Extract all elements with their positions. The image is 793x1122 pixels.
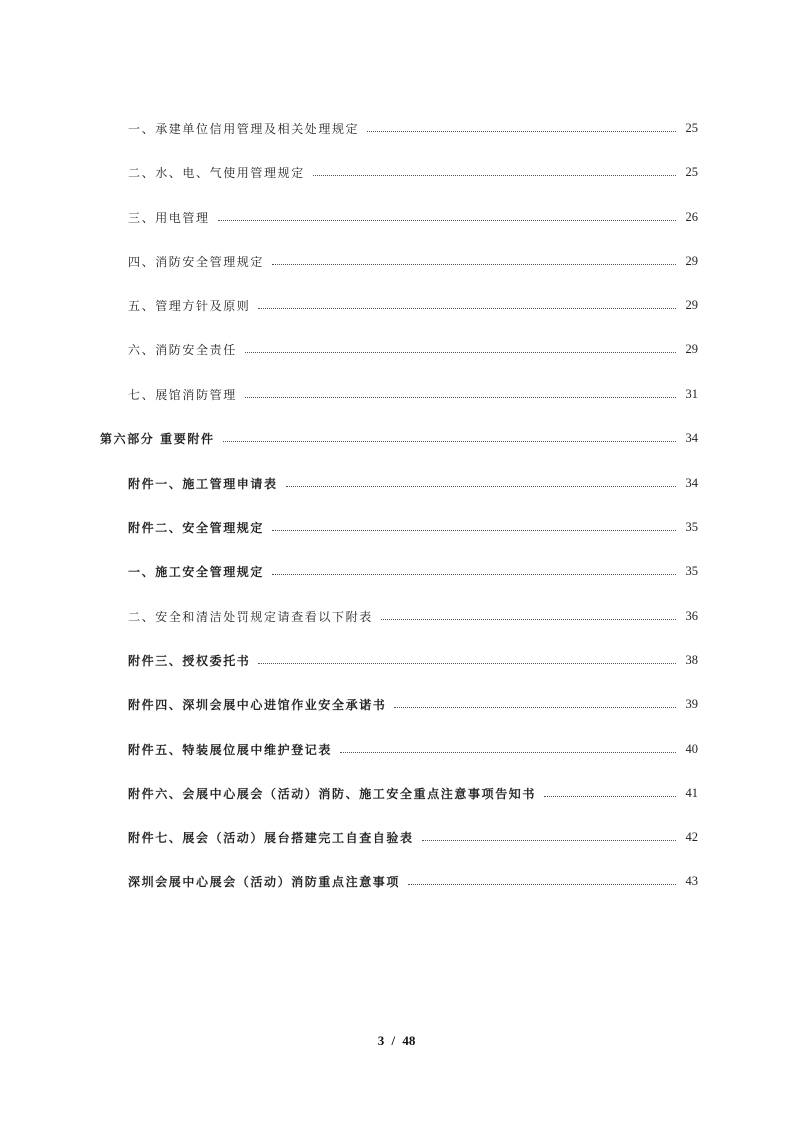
toc-leader-dots [408,884,676,885]
toc-leader-dots [340,752,676,753]
toc-entry-page: 26 [685,209,698,224]
toc-entry-label: 附件四、深圳会展中心进馆作业安全承诺书 [128,697,387,712]
toc-entry-label: 附件六、会展中心展会（活动）消防、施工安全重点注意事项告知书 [128,786,537,801]
toc-leader-dots [218,220,676,221]
toc-entry-label: 深圳会展中心展会（活动）消防重点注意事项 [128,874,401,889]
toc-entry-label: 附件五、特装展位展中维护登记表 [128,742,333,757]
toc-entry[interactable] [128,871,698,891]
toc-leader-dots [272,574,676,575]
toc-entry-page: 41 [685,785,698,800]
toc-entry-label: 附件二、安全管理规定 [128,520,265,535]
toc-entry[interactable] [128,251,698,271]
toc-entry-page: 40 [685,741,698,756]
toc-entry-label: 三、用电管理 [128,210,210,225]
toc-leader-dots [381,619,676,620]
toc-entry[interactable] [128,694,698,714]
toc-leader-dots [544,796,676,797]
toc-entry-page: 36 [685,608,698,623]
toc-leader-dots [367,131,676,132]
toc-entry-page: 34 [685,475,698,490]
toc-entry[interactable] [128,118,698,138]
toc-leader-dots [286,486,676,487]
toc-leader-dots [258,663,676,664]
toc-entry[interactable] [128,295,698,315]
toc-entry[interactable] [128,517,698,537]
toc-entry-page: 43 [685,873,698,888]
toc-entry[interactable] [128,561,698,581]
toc-leader-dots [258,308,676,309]
toc-entry-label: 四、消防安全管理规定 [128,254,265,269]
toc-entry-page: 25 [685,164,698,179]
toc-entry-label: 二、安全和清洁处罚规定请查看以下附表 [128,609,373,624]
toc-entry-page: 29 [685,297,698,312]
page-separator: / [391,1033,396,1048]
toc-entry-page: 38 [685,652,698,667]
toc-entry[interactable] [128,207,698,227]
toc-entry-page: 25 [685,120,698,135]
toc-section-heading[interactable] [100,428,698,448]
toc-leader-dots [245,352,676,353]
toc-entry-label: 一、承建单位信用管理及相关处理规定 [128,121,360,136]
toc-entry[interactable] [128,650,698,670]
toc-entry[interactable] [128,473,698,493]
toc-entry-page: 29 [685,341,698,356]
toc-leader-dots [422,840,676,841]
toc-entry[interactable] [128,783,698,803]
toc-leader-dots [394,707,676,708]
toc-entry[interactable] [128,384,698,404]
toc-entry[interactable] [128,739,698,759]
toc-entry-label: 五、管理方针及原则 [128,298,251,313]
toc-entry-label: 二、水、电、气使用管理规定 [128,165,305,180]
toc-entry[interactable] [128,827,698,847]
toc-entry-label: 附件一、施工管理申请表 [128,476,278,491]
toc-entry-label: 六、消防安全责任 [128,342,237,357]
toc-entry-label: 附件三、授权委托书 [128,653,251,668]
toc-entry-page: 31 [685,386,698,401]
toc-entry-page: 42 [685,829,698,844]
toc-entry-page: 29 [685,253,698,268]
toc-entry-label: 七、展馆消防管理 [128,387,237,402]
toc-leader-dots [223,441,676,442]
toc-entry[interactable] [128,339,698,359]
toc-entry-page: 39 [685,696,698,711]
toc-entry[interactable] [128,162,698,182]
toc-entry-page: 35 [685,519,698,534]
toc-leader-dots [313,175,676,176]
toc-entry-page: 35 [685,563,698,578]
toc-entry-label: 附件七、展会（活动）展台搭建完工自查自验表 [128,830,414,845]
toc-entry-label: 一、施工安全管理规定 [128,564,265,579]
toc-leader-dots [245,397,676,398]
toc-entry[interactable] [128,606,698,626]
total-page-count: 48 [402,1033,416,1048]
page-number-footer [0,1033,793,1049]
current-page-number: 3 [377,1033,385,1048]
toc-entry-page: 34 [685,430,698,445]
toc-entry-label: 第六部分 重要附件 [100,431,215,446]
toc-leader-dots [272,264,676,265]
toc-leader-dots [272,530,676,531]
